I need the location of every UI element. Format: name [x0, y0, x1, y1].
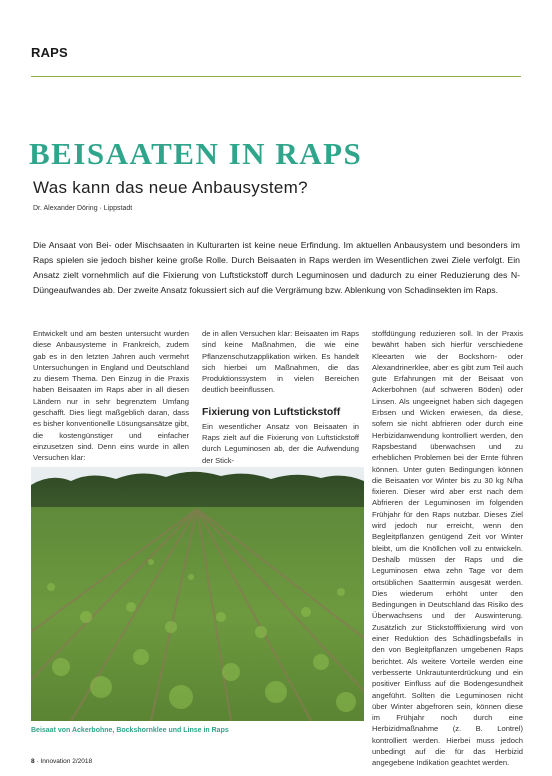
- column-2-text-a: de in allen Versuchen klar: Beisaaten im Raps sind keine Maßnahmen, die wie eine Pflanzenschutzapplikation wirken. Es handelt sich hierbei um Maßnahmen, die das Produktionssystem in vielen Bereichen deutlich beeinflussen.: [202, 329, 359, 395]
- column-3-text: stoffdüngung reduzieren soll. In der Praxis bewährt haben sich hierfür verschiedene Kleearten wie der Bockshorn- oder Alexandrinerklee, aber es gibt zum Teil auch gute Erfahrungen mit der Beisaat von Ackerbohnen (auf schweren Böden) oder Linsen. Als ungeeignet haben sich dagegen Erbsen und Wicken erwiesen, da diese, sofern sie nicht abfrieren oder durch eine Herbizidanwendung kontrolliert werden, den Rapsbestand überwachsen und zu erheblichen Problemen bei der Ernte führen können. Unter guten Bedingungen können die Beisaaten vor Winter bis zu 30 kg N/ha fixieren. Dieser wird aber erst nach dem Abfrieren der Leguminosen im folgenden Frühjahr für den Raps nutzbar. Dieses Ziel wird jedoch nur erreicht, wenn den Begleitpflanzen genügend Zeit vor Winter bleibt, um die Knöllchen voll zu entwickeln. Deshalb müssen der Raps und die Leguminosen etwa zehn Tage vor dem ortsüblichen Saattermin ausgesät werden. Dies wiederum erhöht unter den Bedingungen in Deutschland das Risiko des Überwachsens und der Auswinterung. Zusätzlich zur Stickstofffixierung wird von einer Reduktion des Schädlingsbefalls in den von Begleitpflanzen umgebenen Raps berichtet. Als weitere Vorteile werden eine verbesserte Unkrautunterdrückung und ein positiver Einfluss auf die Bodengesundheit angeführt. Sollten die Leguminosen nicht über Winter abgefroren sein, können diese im Frühjahr noch durch eine Herbizidmaßnahme (z. B. Lontrel) kontrolliert werden. Hierbei muss jedoch unbedingt auf die für das Herbizid angegebene Indikation geachtet werden.: [372, 329, 523, 768]
- photo-caption: Beisaat von Ackerbohne, Bockshornklee und Linse in Raps: [31, 727, 229, 734]
- column-1-text: Entwickelt und am besten untersucht wurden diese Anbausysteme in Frankreich, zudem gab es in den letzten Jahren auch vermehrt Untersuchungen in England und Deutschland zu diesem Thema. Den Einzug in die Praxis haben Beisaaten im Raps aber in all diesen Ländern nur in sehr begrenztem Umfang geschafft. Dies liegt maßgeblich daran, dass es bisher konventionelle Lösungsansätze gibt, die kostengünstiger und einfacher einzusetzen sind. Denn eins wurde in allen Versuchen klar:: [33, 329, 189, 463]
- text-column-2: [202, 328, 359, 466]
- text-column-3: [372, 328, 523, 769]
- text-column-1: [33, 328, 189, 464]
- article-subtitle: Was kann das neue Anbausystem?: [33, 178, 308, 197]
- section-label: RAPS: [31, 45, 68, 60]
- article-title: BEISAATEN IN RAPS: [29, 136, 363, 171]
- page-number: 8: [31, 758, 35, 765]
- field-photo: [31, 467, 364, 721]
- field-photo-illustration: [31, 467, 364, 721]
- author-byline: Dr. Alexander Döring · Lippstadt: [33, 205, 133, 212]
- section-heading: Fixierung von Luftstickstoff: [202, 405, 341, 418]
- column-2-text-b: Ein wesentlicher Ansatz von Beisaaten in Raps zielt auf die Fixierung von Luftstickstoff durch Leguminosen ab, der die Aufwendung der Stick-: [202, 421, 359, 465]
- footer-separator: ·: [34, 758, 41, 765]
- intro-paragraph: Die Ansaat von Bei- oder Mischsaaten in Kulturarten ist keine neue Erfindung. Im aktuellen Anbausystem und besonders im Raps spielen sie jedoch bisher keine große Rolle. Durch Beisaaten in Raps werden im Wesentlichen zwei Ziele verfolgt. Ein Ansatz zielt vornehmlich auf die Fixierung von Luftstickstoff durch Leguminosen und dadurch zu einer Reduzierung des N-Düngeaufwandes ab. Der zweite Ansatz fokussiert sich auf die Vergrämung bzw. Ablenkung von Schadinsekten im Raps.: [33, 240, 520, 295]
- top-divider: [31, 76, 521, 77]
- issue-label: Innovation 2/2018: [40, 758, 93, 765]
- page-footer: [31, 758, 92, 765]
